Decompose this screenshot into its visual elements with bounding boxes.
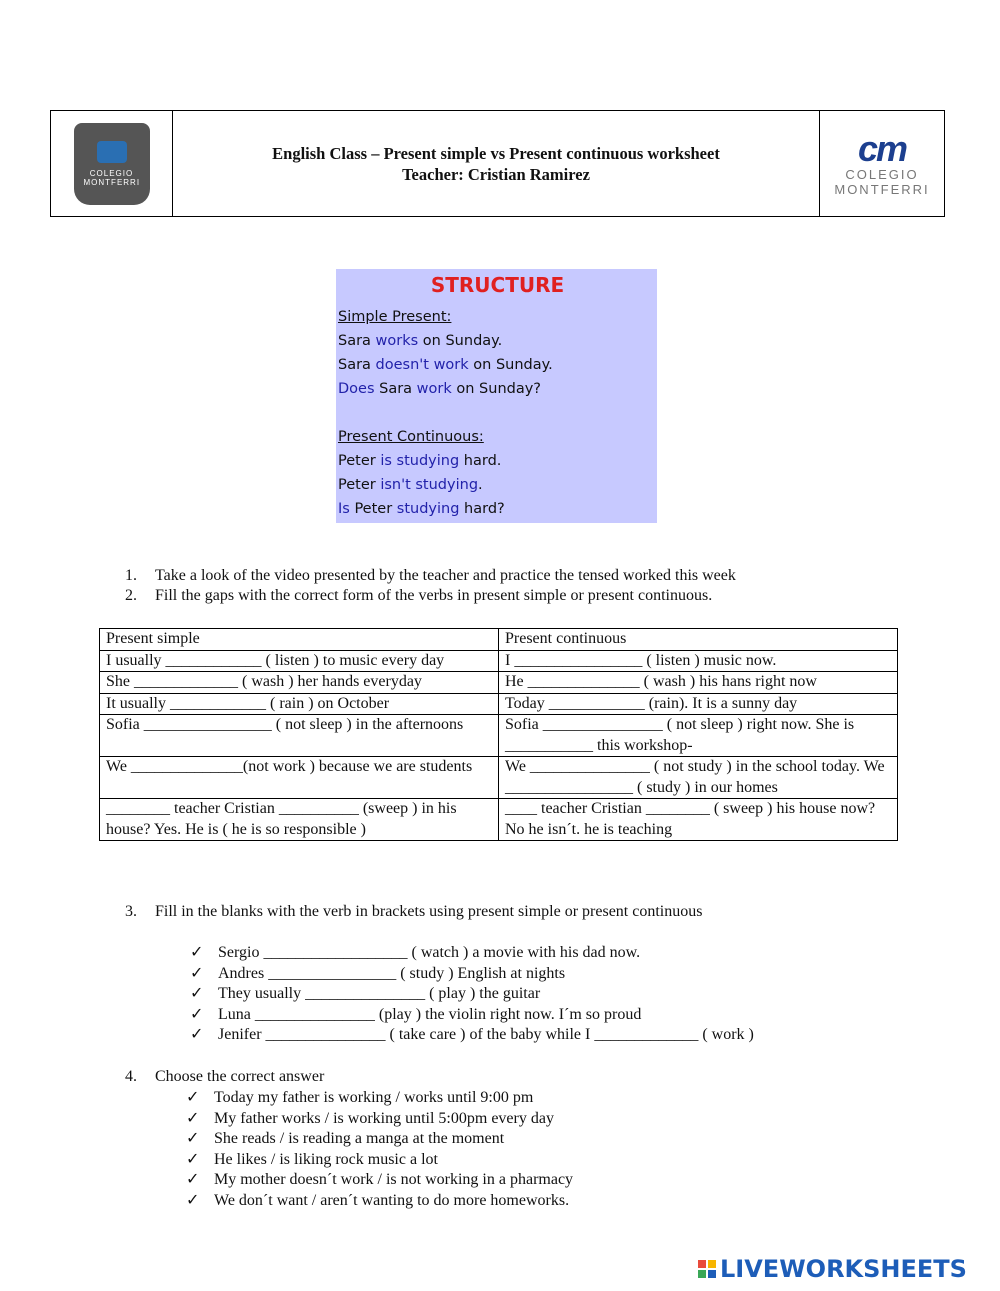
cm-logo-line2: MONTFERRI bbox=[834, 181, 930, 197]
list-item: 2. Fill the gaps with the correct form of the verbs in present simple or present continuous. bbox=[125, 587, 713, 604]
example-line: Peter isn't studying. bbox=[338, 477, 483, 493]
column-header: Present continuous bbox=[499, 629, 898, 651]
table-cell[interactable]: She _____________ ( wash ) her hands everyday bbox=[100, 672, 499, 694]
left-logo-cell bbox=[51, 111, 173, 216]
list-item[interactable]: ✓ Andres ________________ ( study ) English at nights bbox=[190, 964, 754, 985]
header-title bbox=[173, 111, 819, 216]
question-4-heading: 4. Choose the correct answer bbox=[125, 1068, 325, 1085]
checkmark-icon: ✓ bbox=[190, 964, 204, 982]
structure-box bbox=[336, 269, 657, 523]
cm-logo-mark: cm bbox=[857, 127, 907, 169]
example-line: Sara doesn't work on Sunday. bbox=[338, 357, 553, 373]
list-item[interactable]: ✓ Luna _______________ (play ) the violin right now. I´m so proud bbox=[190, 1005, 754, 1026]
checkmark-icon: ✓ bbox=[186, 1191, 200, 1209]
checkmark-icon: ✓ bbox=[186, 1171, 200, 1189]
left-logo-text: COLEGIO MONTFERRI bbox=[83, 168, 141, 187]
list-item[interactable]: ✓ He likes / is liking rock music a lot bbox=[186, 1150, 573, 1171]
table-cell[interactable]: ____ teacher Cristian ________ ( sweep ) his house now? No he isn´t. he is teaching bbox=[499, 799, 898, 841]
example-line: Sara works on Sunday. bbox=[338, 333, 503, 349]
cm-logo-line1: COLEGIO bbox=[845, 166, 919, 182]
table-row bbox=[100, 757, 898, 799]
brand-name: LIVEWORKSHEETS bbox=[720, 1255, 967, 1283]
question-3-heading: 3. Fill in the blanks with the verb in brackets using present simple or present continuous bbox=[125, 903, 703, 920]
checkmark-icon: ✓ bbox=[186, 1089, 200, 1106]
table-row bbox=[100, 672, 898, 694]
cm-logo bbox=[834, 127, 930, 197]
instructions-list bbox=[125, 566, 736, 606]
simple-present-heading: Simple Present: bbox=[338, 309, 452, 325]
table-row bbox=[100, 715, 898, 757]
checkmark-icon: ✓ bbox=[186, 1150, 200, 1168]
table-cell[interactable]: It usually ____________ ( rain ) on October bbox=[100, 693, 499, 715]
checkmark-icon: ✓ bbox=[186, 1130, 200, 1148]
example-line: Does Sara work on Sunday? bbox=[338, 381, 541, 397]
table-cell[interactable]: I usually ____________ ( listen ) to music every day bbox=[100, 650, 499, 672]
list-item[interactable]: ✓ They usually _______________ ( play ) the guitar bbox=[190, 984, 754, 1005]
worksheet-header bbox=[50, 110, 945, 217]
table-cell[interactable]: We ______________(not work ) because we are students bbox=[100, 757, 499, 799]
table-cell[interactable]: I ________________ ( listen ) music now. bbox=[499, 650, 898, 672]
list-item[interactable]: ✓ She reads / is reading a manga at the moment bbox=[186, 1129, 573, 1150]
list-item[interactable]: ✓ My father works / is working until 5:00pm every day bbox=[186, 1109, 573, 1130]
list-item[interactable]: ✓ Today my father is working / works until 9:00 pm bbox=[186, 1088, 573, 1109]
example-line: Peter is studying hard. bbox=[338, 453, 502, 469]
right-logo-cell bbox=[819, 111, 944, 216]
liveworksheets-brand[interactable] bbox=[698, 1255, 967, 1283]
checkmark-icon: ✓ bbox=[190, 944, 204, 961]
question-3-list bbox=[190, 943, 754, 1046]
list-item: 1. Take a look of the video presented by the teacher and practice the tensed worked this week bbox=[125, 567, 736, 584]
list-item[interactable]: ✓ We don´t want / aren´t wanting to do more homeworks. bbox=[186, 1191, 573, 1212]
table-cell[interactable]: Sofia _______________ ( not sleep ) right now. She is ___________ this workshop- bbox=[499, 715, 898, 757]
present-continuous-heading: Present Continuous: bbox=[338, 429, 484, 445]
list-item[interactable]: ✓ Sergio __________________ ( watch ) a movie with his dad now. bbox=[190, 943, 754, 964]
fill-gaps-table bbox=[99, 628, 898, 841]
list-item[interactable]: ✓ Jenifer _______________ ( take care ) of the baby while I _____________ ( work ) bbox=[190, 1025, 754, 1046]
table-cell[interactable]: Sofia ________________ ( not sleep ) in the afternoons bbox=[100, 715, 499, 757]
table-row bbox=[100, 650, 898, 672]
school-shield-logo bbox=[74, 123, 150, 205]
checkmark-icon: ✓ bbox=[186, 1109, 200, 1127]
list-item[interactable]: ✓ My mother doesn´t work / is not working in a pharmacy bbox=[186, 1170, 573, 1191]
checkmark-icon: ✓ bbox=[190, 1005, 204, 1023]
table-cell[interactable]: We _______________ ( not study ) in the school today. We ________________ ( study ) in our homes bbox=[499, 757, 898, 799]
checkmark-icon: ✓ bbox=[190, 1026, 204, 1044]
checkmark-icon: ✓ bbox=[190, 985, 204, 1003]
question-4-list bbox=[186, 1088, 573, 1212]
worksheet-title: English Class – Present simple vs Present continuous worksheet bbox=[272, 143, 720, 163]
table-cell[interactable]: Today ____________ (rain). It is a sunny day bbox=[499, 693, 898, 715]
table-cell[interactable]: He ______________ ( wash ) his hans right now bbox=[499, 672, 898, 694]
structure-title: STRUCTURE bbox=[430, 273, 565, 297]
book-emblem-icon bbox=[97, 141, 127, 163]
example-line: Is Peter studying hard? bbox=[338, 501, 505, 517]
table-row bbox=[100, 693, 898, 715]
table-header-row bbox=[100, 629, 898, 651]
column-header: Present simple bbox=[100, 629, 499, 651]
table-cell[interactable]: ________ teacher Cristian __________ (sweep ) in his house? Yes. He is ( he is so responsible ) bbox=[100, 799, 499, 841]
teacher-name: Teacher: Cristian Ramirez bbox=[402, 164, 590, 184]
brand-blocks-icon bbox=[698, 1260, 716, 1278]
table-row bbox=[100, 799, 898, 841]
